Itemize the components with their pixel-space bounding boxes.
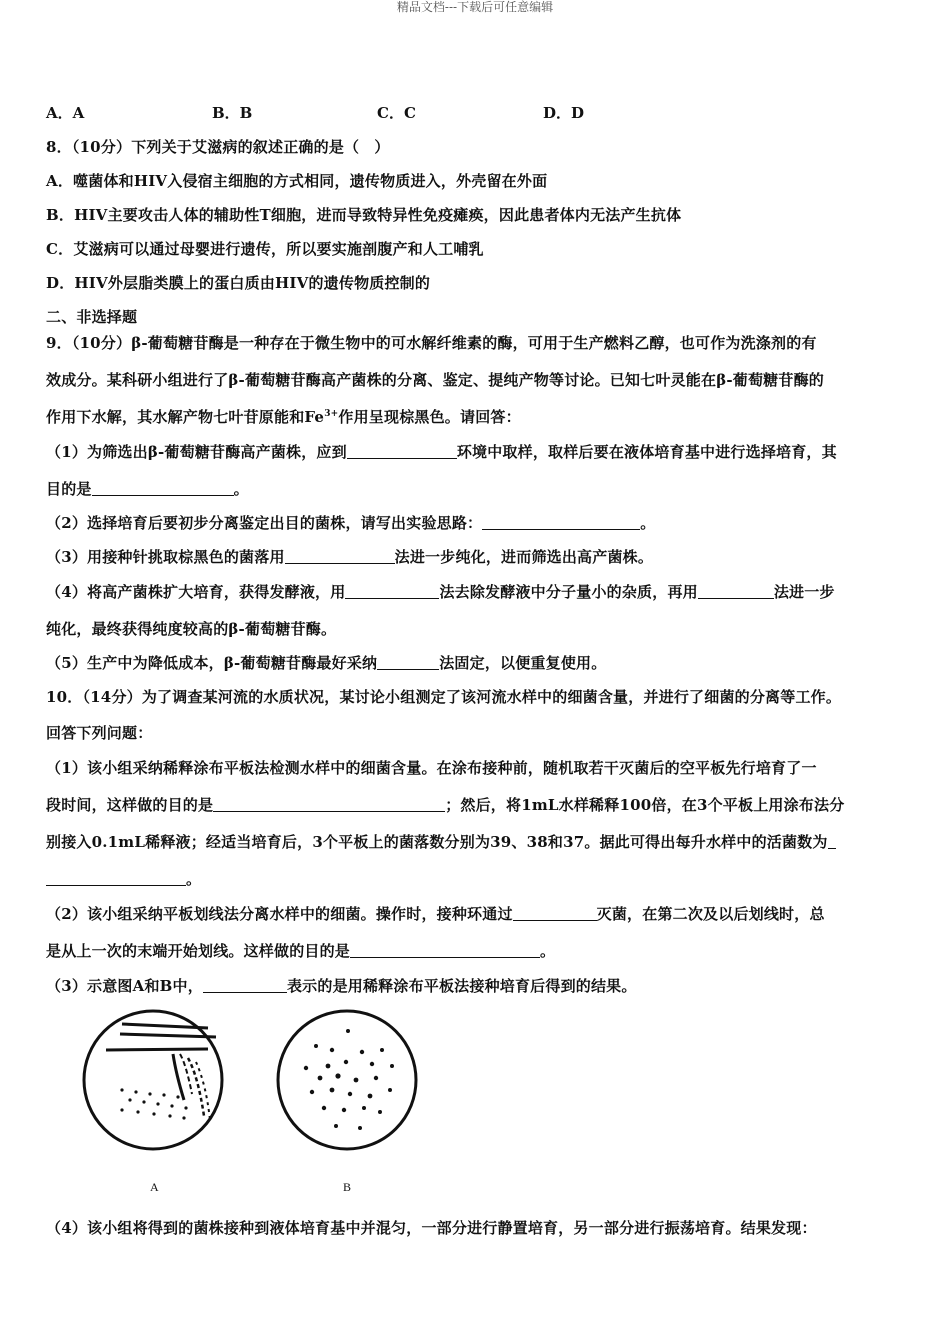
- q10-line-2: 回答下列问题：: [46, 724, 153, 742]
- section-title: 二、非选择题: [46, 308, 138, 326]
- page-header: 精品文档---下载后可任意编辑: [396, 0, 554, 14]
- q9-line-3: 作用下水解，其水解产物七叶苷原能和$Fe^{3+}$作用呈现棕黑色。请回答：: [46, 408, 521, 426]
- q10-part-1-cont: 段时间，这样做的目的是 ；然后，将1mL水样稀释100倍，在3个平板上用涂布法分: [46, 796, 845, 814]
- answer-blank[interactable]: [377, 654, 439, 670]
- answer-blank[interactable]: [828, 833, 836, 849]
- q8-option-c: C．艾滋病可以通过母婴进行遗传，所以要实施剖腹产和人工哺乳: [46, 240, 484, 258]
- answer-blank[interactable]: [350, 942, 540, 958]
- q10-line-1: 10．（14分）为了调查某河流的水质状况，某讨论小组测定了该河流水样中的细菌含量，并进行了细菌的分离等工作。: [46, 688, 842, 706]
- q9-line-1: 9．（10分）β-葡萄糖苷酶是一种存在于微生物中的可水解纤维素的酶，可用于生产燃料乙醇，也可作为洗涤剂的有: [46, 334, 817, 352]
- q9-part-3: （3）用接种针挑取棕黑色的菌落用 法进一步纯化，进而筛选出高产菌株。: [46, 548, 654, 566]
- answer-blank[interactable]: [513, 905, 597, 921]
- plate-a-streak: [84, 1011, 222, 1149]
- q8-option-b: B．HIV主要攻击人体的辅助性T细胞，进而导致特异性免疫瘫痪，因此患者体内无法产生抗体: [46, 206, 682, 224]
- q9-part-4-cont: 纯化，最终获得纯度较高的β-葡萄糖苷酶。: [46, 620, 337, 638]
- q10-part-2-cont: 是从上一次的末端开始划线。这样做的目的是 。: [46, 942, 556, 960]
- answer-blank[interactable]: [482, 514, 640, 530]
- q9-line-2: 效成分。某科研小组进行了β-葡萄糖苷酶高产菌株的分离、鉴定、提纯产物等讨论。已知七叶灵能在β-葡萄糖苷酶的: [46, 371, 824, 389]
- answer-blank[interactable]: [213, 796, 445, 812]
- answer-blank[interactable]: [285, 548, 395, 564]
- q7-choice-d: D．D: [543, 104, 585, 122]
- q10-part-4: （4）该小组将得到的菌株接种到液体培育基中并混匀，一部分进行静置培育，另一部分进行振荡培育。结果发现：: [46, 1219, 817, 1237]
- q7-choice-c: C．C: [377, 104, 416, 122]
- q10-part-2: （2）该小组采纳平板划线法分离水样中的细菌。操作时，接种环通过 灭菌，在第二次及以后划线时，总: [46, 905, 825, 923]
- q8-option-d: D．HIV外层脂类膜上的蛋白质由HIV的遗传物质控制的: [46, 274, 431, 292]
- q10-part-1-cont2: 别接入0.1mL稀释液；经适当培育后，3个平板上的菌落数分别为39、38和37。据此可得出每升水样中的活菌数为: [46, 832, 836, 852]
- figure-label-a: A: [150, 1180, 159, 1194]
- answer-blank[interactable]: [46, 870, 186, 886]
- answer-blank[interactable]: [345, 583, 439, 599]
- q7-choice-a: A．A: [46, 104, 85, 122]
- plate-b-spread: [278, 1011, 416, 1149]
- answer-blank[interactable]: [203, 977, 287, 993]
- q7-choice-b: B．B: [212, 104, 253, 122]
- q9-part-4: （4）将高产菌株扩大培育，获得发酵液，用 法去除发酵液中分子量小的杂质，再用 法进一步: [46, 583, 835, 601]
- answer-blank[interactable]: [347, 443, 457, 459]
- q10-part-1: （1）该小组采纳稀释涂布平板法检测水样中的细菌含量。在涂布接种前，随机取若干灭菌后的空平板先行培育了一: [46, 759, 817, 777]
- q8-stem: 8．（10分）下列关于艾滋病的叙述正确的是（ ）: [46, 138, 390, 156]
- petri-dish-figure: [76, 1004, 436, 1164]
- answer-blank[interactable]: [698, 583, 774, 599]
- q8-option-a: A．噬菌体和HIV入侵宿主细胞的方式相同，遗传物质进入，外壳留在外面: [46, 172, 548, 190]
- q9-part-2: （2）选择培育后要初步分离鉴定出目的菌株，请写出实验思路： 。: [46, 514, 656, 532]
- answer-blank[interactable]: [92, 480, 234, 496]
- q9-part-5: （5）生产中为降低成本，β-葡萄糖苷酶最好采纳 法固定，以便重复使用。: [46, 654, 607, 672]
- q10-part-1-cont3: 。: [46, 869, 201, 889]
- q9-part-1-cont: 目的是 。: [46, 480, 249, 498]
- q9-part-1: （1）为筛选出β-葡萄糖苷酶高产菌株，应到 环境中取样，取样后要在液体培育基中进行选择培育，其: [46, 443, 837, 461]
- q10-part-3: （3）示意图A和B中， 表示的是用稀释涂布平板法接种培育后得到的结果。: [46, 977, 637, 995]
- figure-label-b: B: [343, 1180, 352, 1194]
